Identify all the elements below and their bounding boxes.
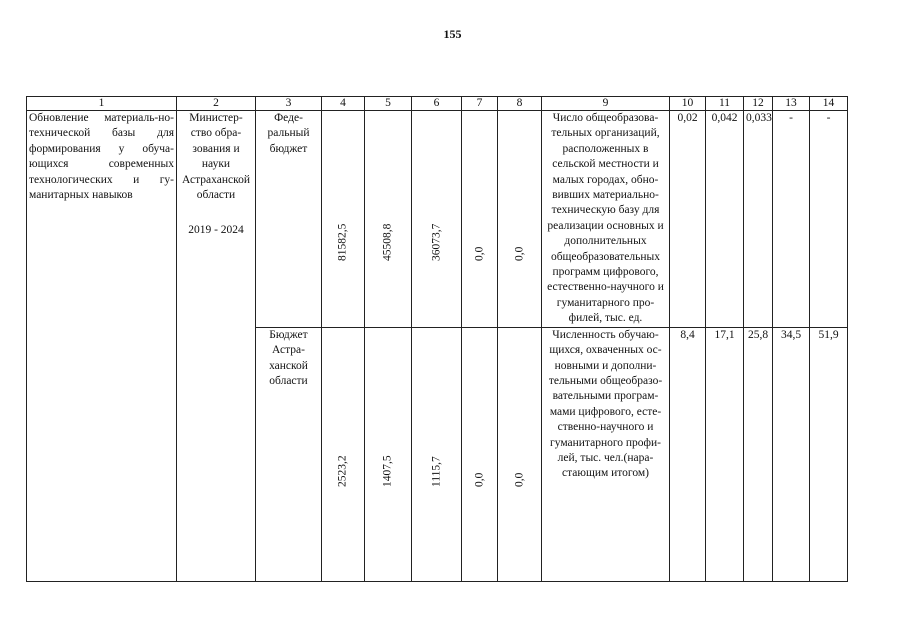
amount-value: 36073,7	[429, 223, 442, 262]
column-number: 8	[498, 97, 542, 111]
indicator-value-cell: 51,9	[810, 327, 848, 581]
executor-text: Министер-ство обра-зования и науки Астраханской области	[181, 112, 250, 202]
column-number: 2	[177, 97, 256, 111]
executor-cell	[177, 111, 256, 582]
total-amount-value: 2523,2	[336, 455, 349, 488]
indicator-value-cell: 0,042	[706, 111, 744, 328]
column-number: 10	[670, 97, 706, 111]
indicator-value-cell: -	[773, 111, 810, 328]
column-number: 1	[27, 97, 177, 111]
total-amount-cell	[322, 327, 365, 581]
activity-text: Обновление материаль-но-технической базы для формирования у обуча-ющихся современных технологических и гу-манитарных навыков	[29, 112, 174, 202]
column-number: 6	[412, 97, 462, 111]
amount-cell	[462, 327, 498, 581]
indicator-value-cell: 0,02	[670, 111, 706, 328]
indicator-value-cell: -	[810, 111, 848, 328]
column-number: 11	[706, 97, 744, 111]
indicator-cell: Число общеобразова-тельных организаций, расположенных в сельской местности и малых городах, обно-вивших материально-техническую базу для реализации основных и дополнительных общеобразовательных программ цифрового, естественно-научного и гуманитарного про-филей, тыс. ед.	[542, 111, 670, 328]
program-table	[26, 96, 848, 582]
amount-cell	[412, 111, 462, 328]
column-number: 7	[462, 97, 498, 111]
amount-value: 0,0	[472, 246, 485, 262]
column-number: 12	[744, 97, 773, 111]
funding-source-cell: Бюджет Астра-ханской области	[256, 327, 322, 581]
amount-cell	[365, 111, 412, 328]
total-amount-value: 81582,5	[336, 223, 349, 262]
amount-cell	[412, 327, 462, 581]
amount-cell	[498, 111, 542, 328]
activity-cell	[27, 111, 177, 582]
column-number: 9	[542, 97, 670, 111]
amount-cell	[462, 111, 498, 328]
amount-value: 1407,5	[381, 455, 394, 488]
column-number-row	[27, 97, 848, 111]
indicator-value-cell: 8,4	[670, 327, 706, 581]
column-number: 14	[810, 97, 848, 111]
column-number: 5	[365, 97, 412, 111]
amount-value: 0,0	[512, 246, 525, 262]
indicator-cell: Численность обучаю-щихся, охваченных ос-новными и дополни-тельными общеобразо-вательными програм-мами цифрового, есте-ственно-научного и гуманитарного профи-лей, тыс. чел.(нара-стающим итогом)	[542, 327, 670, 581]
page-number: 155	[443, 27, 462, 41]
amount-cell	[365, 327, 412, 581]
indicator-value-cell: 0,033	[744, 111, 773, 328]
indicator-value-cell: 17,1	[706, 327, 744, 581]
amount-value: 0,0	[512, 472, 525, 488]
table-row	[27, 111, 848, 328]
amount-value: 0,0	[472, 472, 485, 488]
total-amount-cell	[322, 111, 365, 328]
amount-value: 1115,7	[429, 456, 442, 488]
column-number: 13	[773, 97, 810, 111]
amount-value: 45508,8	[381, 223, 394, 262]
column-number: 4	[322, 97, 365, 111]
funding-source-cell: Феде-ральный бюджет	[256, 111, 322, 328]
indicator-value-cell: 34,5	[773, 327, 810, 581]
indicator-value-cell: 25,8	[744, 327, 773, 581]
column-number: 3	[256, 97, 322, 111]
period-text: 2019 - 2024	[188, 224, 244, 237]
amount-cell	[498, 327, 542, 581]
